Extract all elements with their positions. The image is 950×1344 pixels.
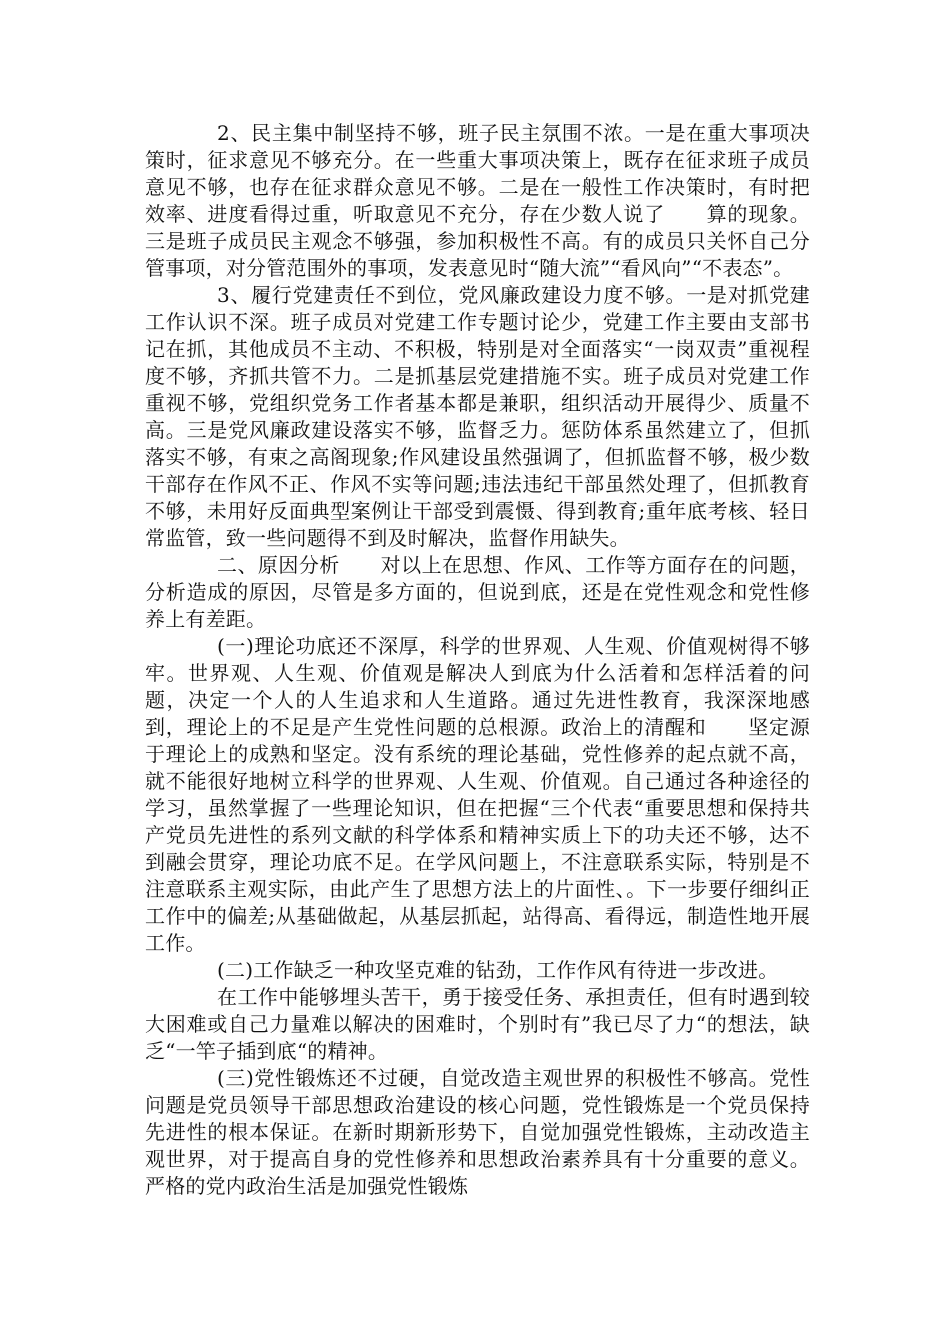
document-body xyxy=(145,120,810,1200)
paragraph-work-style-heading: (二)工作缺乏一种攻坚克难的钻劲，工作作风有待进一步改进。 xyxy=(217,958,779,982)
paragraph-work-style-detail: 在工作中能够埋头苦干，勇于接受任务、承担责任，但有时遇到较大困难或自己力量难以解决的困难时，个别时有”我已尽了力“的想法，缺乏“一竿子插到底“的精神。 xyxy=(145,985,810,1063)
paragraph-democratic-centralism: 2、民主集中制坚持不够，班子民主氛围不浓。一是在重大事项决策时，征求意见不够充分。在一些重大事项决策上，既存在征求班子成员意见不够，也存在征求群众意见不够。二是在一般性工作决策时，有时把效率、进度看得过重，听取意见不充分，存在少数人说了 算的现象。三是班子成员民主观念不够强，参加积极性不高。有的成员只关怀自己分管事项，对分管范围外的事项，发表意见时“随大流”“看风向”“不表态”。 xyxy=(145,121,810,280)
paragraph-party-spirit-training: (三)党性锻炼还不过硬，自觉改造主观世界的积极性不够高。党性问题是党员领导干部思想政治建设的核心问题，党性锻炼是一个党员保持先进性的根本保证。在新时期新形势下，自觉加强党性锻炼，主动改造主观世界，对于提高自身的党性修养和思想政治素养具有十分重要的意义。严格的党内政治生活是加强党性锻炼 xyxy=(145,1066,810,1198)
paragraph-party-building-responsibility: 3、履行党建责任不到位，党风廉政建设力度不够。一是对抓党建工作认识不深。班子成员对党建工作专题讨论少，党建工作主要由支部书记在抓，其他成员不主动、不积极，特别是对全面落实“一岗双责”重视程度不够，齐抓共管不力。二是抓基层党建措施不实。班子成员对党建工作重视不够，党组织党务工作者基本都是兼职，组织活动开展得少、质量不高。三是党风廉政建设落实不够，监督乏力。惩防体系虽然建立了，但抓落实不够，有束之高阁现象;作风建设虽然强调了，但抓监督不够，极少数干部存在作风不正、作风不实等问题;违法违纪干部虽然处理了，但抓教育不够，未用好反面典型案例让干部受到震慑、得到教育;重年底考核、轻日常监管，致一些问题得不到及时解决，监督作用缺失。 xyxy=(145,283,810,550)
paragraph-theory-foundation: (一)理论功底还不深厚，科学的世界观、人生观、价值观树得不够牢。世界观、人生观、价值观是解决人到底为什么活着和怎样活着的问题，决定一个人的人生追求和人生道路。通过先进性教育，我深深地感到，理论上的不足是产生党性问题的总根源。政治上的清醒和 坚定源于理论上的成熟和坚定。没有系统的理论基础，党性修养的起点就不高，就不能很好地树立科学的世界观、人生观、价值观。自己通过各种途径的学习，虽然掌握了一些理论知识，但在把握“三个代表“重要思想和保持共产党员先进性的系列文献的科学体系和精神实质上下的功夫还不够，达不到融会贯穿，理论功底不足。在学风问题上，不注意联系实际，特别是不注意联系主观实际，由此产生了思想方法上的片面性、。下一步要仔细纠正工作中的偏差;从基础做起，从基层抓起，站得高、看得远，制造性地开展工作。 xyxy=(145,634,810,955)
paragraph-cause-analysis: 二、原因分析 对以上在思想、作风、工作等方面存在的问题，分析造成的原因，尽管是多方面的，但说到底，还是在党性观念和党性修养上有差距。 xyxy=(145,553,810,631)
